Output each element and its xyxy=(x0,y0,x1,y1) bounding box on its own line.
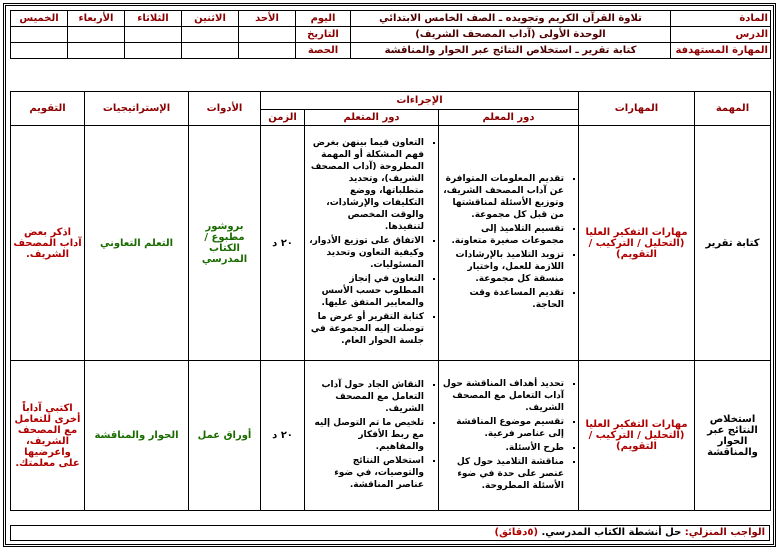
homework-bar xyxy=(10,525,770,541)
period-cell xyxy=(11,43,68,59)
col-tools: الأدوات xyxy=(189,92,261,126)
list-item: ▪ كتابة التقرير أو عرض ما توصلت إليه المجموعة في جلسة الحوار العام. xyxy=(307,311,424,347)
col-strategies: الإستراتيجيات xyxy=(85,92,189,126)
list-item: ▪ تقسيم موضوع المناقشة إلى عناصر فرعية. xyxy=(441,416,564,440)
list-item: ▪ مناقشة التلاميذ حول كل عنصر على حدة في ضوء الأسئلة المطروحة. xyxy=(441,456,564,492)
lesson-value: الوحدة الأولى (آداب المصحف الشريف) xyxy=(351,27,671,43)
row2-task: استخلاص النتائج عبر الحوار والمناقشة xyxy=(695,361,771,511)
list-item: ▪ تزويد التلاميذ بالإرشادات اللازمة للعمل، واختيار منسقة كل مجموعة. xyxy=(441,249,564,285)
row2-skills: مهارات التفكير العليا (التحليل / التركيب / التقويم) xyxy=(579,361,695,511)
homework-label: الواجب المنزلي: xyxy=(684,527,765,538)
list-item: ▪ استخلاص النتائج والتوصيات، في ضوء عناصر المناقشة. xyxy=(307,455,424,491)
subject-value: تلاوة القرآن الكريم وتجويده ـ الصف الخامس الابتدائي xyxy=(351,11,671,27)
list-item: ▪ تقسيم التلاميذ إلى مجموعات صغيرة متعاونة. xyxy=(441,223,564,247)
period-cell xyxy=(68,43,125,59)
period-cell xyxy=(182,43,239,59)
date-label: التاريخ xyxy=(296,27,351,43)
row2-strategy: الحوار والمناقشة xyxy=(85,361,189,511)
list-item: ▪ تقديم المساعدة وقت الحاجة. xyxy=(441,287,564,311)
day-thursday: الخميس xyxy=(11,11,68,27)
date-cell xyxy=(182,27,239,43)
row1-strategy: التعلم التعاوني xyxy=(85,126,189,361)
day-label: اليوم xyxy=(296,11,351,27)
row2-time: ٢٠ د xyxy=(261,361,305,511)
skill-value: كتابة تقرير ـ استخلاص النتائج عبر الحوار والمناقشة xyxy=(351,43,671,59)
day-sunday: الأحد xyxy=(239,11,296,27)
row2-learner xyxy=(305,361,439,511)
col-skills: المهارات xyxy=(579,92,695,126)
lesson-header-table xyxy=(10,10,771,59)
list-item: ▪ طرح الأسئلة. xyxy=(441,442,564,454)
row1-teacher xyxy=(439,126,579,361)
period-cell xyxy=(125,43,182,59)
col-procedures: الإجراءات xyxy=(261,92,579,110)
row1-skills: مهارات التفكير العليا (التحليل / التركيب / التقويم) xyxy=(579,126,695,361)
row1-time: ٢٠ د xyxy=(261,126,305,361)
col-task: المهمة xyxy=(695,92,771,126)
skill-label: المهارة المستهدفة xyxy=(671,43,771,59)
col-teacher: دور المعلم xyxy=(439,110,579,126)
homework-text: حل أنشطة الكتاب المدرسي. xyxy=(541,527,682,538)
date-cell xyxy=(239,27,296,43)
list-item: ▪ النقاش الجاد حول آداب التعامل مع المصحف الشريف. xyxy=(307,379,424,415)
date-cell xyxy=(125,27,182,43)
period-label: الحصة xyxy=(296,43,351,59)
day-monday: الاثنين xyxy=(182,11,239,27)
col-time: الزمن xyxy=(261,110,305,126)
day-tuesday: الثلاثاء xyxy=(125,11,182,27)
list-item: ▪ تلخيص ما تم التوصل إليه مع ربط الأفكار والمفاهيم. xyxy=(307,417,424,453)
lesson-label: الدرس xyxy=(671,27,771,43)
day-wednesday: الأربعاء xyxy=(68,11,125,27)
period-cell xyxy=(239,43,296,59)
row2-teacher xyxy=(439,361,579,511)
list-item: ▪ التعاون في إنجاز المطلوب حسب الأسس والمعايير المتفق عليها. xyxy=(307,273,424,309)
row2-evaluation: اكتبي آداباً أخرى للتعامل مع المصحف الشريف، واعرضيها على معلمتك. xyxy=(11,361,85,511)
homework-time: (٥دقائق) xyxy=(494,527,539,538)
date-cell xyxy=(68,27,125,43)
col-learner: دور المتعلم xyxy=(305,110,439,126)
row2-tools: أوراق عمل xyxy=(189,361,261,511)
row1-tools: بروشور مطبوع / الكتاب المدرسي xyxy=(189,126,261,361)
list-item: ▪ التعاون فيما بينهن بغرض فهم المشكلة أو المهمة المطروحة (آداب المصحف الشريف)، وتحديد متطلباتها، ووضع التكليفات والإرشادات، والوقت المخصص لتنفيذها. xyxy=(307,137,424,233)
row1-evaluation: اذكر بعض آداب المصحف الشريف. xyxy=(11,126,85,361)
subject-label: المادة xyxy=(671,11,771,27)
list-item: ▪ تقديم المعلومات المتوافرة عن آداب المصحف الشريف، وتوزيع الأسئلة لمناقشتها من قبل كل مجموعة. xyxy=(441,173,564,221)
row1-task: كتابة تقرير xyxy=(695,126,771,361)
date-cell xyxy=(11,27,68,43)
lesson-plan-table xyxy=(10,91,771,511)
row1-learner xyxy=(305,126,439,361)
col-evaluation: التقويم xyxy=(11,92,85,126)
list-item: ▪ الاتفاق على توزيع الأدوار، وكيفية التعاون وتحديد المسئوليات. xyxy=(307,235,424,271)
list-item: ▪ تحديد أهداف المناقشة حول آداب التعامل مع المصحف الشريف. xyxy=(441,378,564,414)
